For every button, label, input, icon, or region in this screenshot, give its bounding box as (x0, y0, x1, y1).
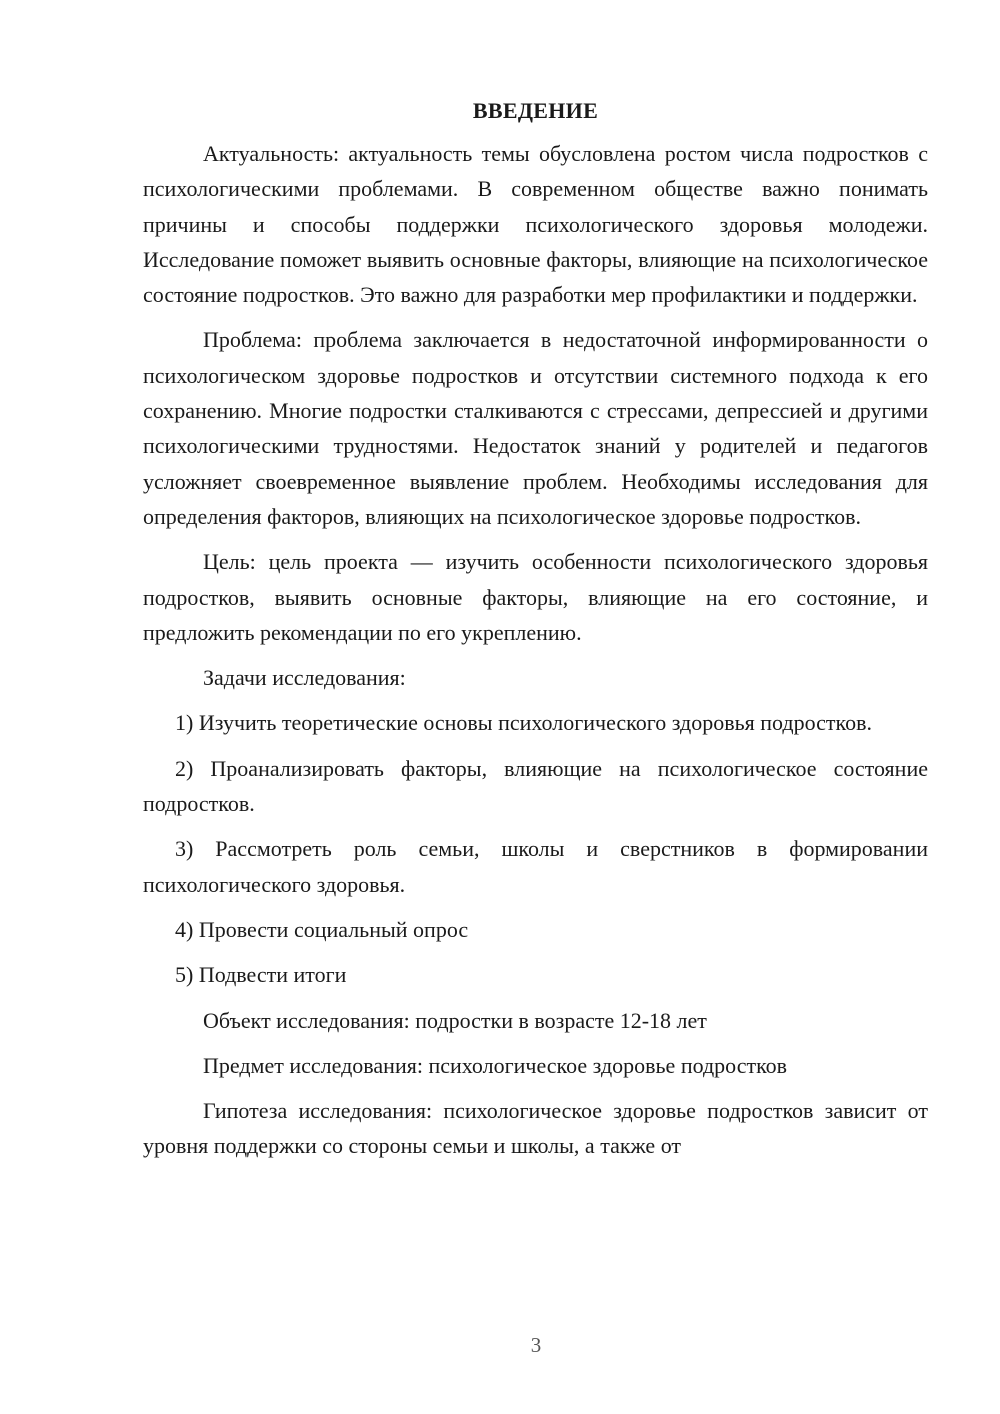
paragraph-object: Объект исследования: подростки в возрасте 12-18 лет (203, 1007, 707, 1033)
document-body (143, 96, 928, 1174)
task-item-4: 4) Провести социальный опрос (175, 916, 469, 942)
page-number: 3 (530, 1333, 542, 1357)
paragraph-hypothesis: Гипотеза исследования: психологическое здоровье подростков зависит от уровня поддержки со стороны семьи и школы, а также от (143, 1098, 928, 1159)
task-item-2: 2) Проанализировать факторы, влияющие на психологическое состояние подростков. (143, 755, 928, 817)
paragraph-relevance: Актуальность: актуальность темы обусловлена ростом числа подростков с психологическими проблемами. В современном обществе важно понимать причины и способы поддержки психологического здоровья молодежи. Исследование поможет выявить основные факторы, влияющие на психологическое состояние подростков. Это важно для разработки мер профилактики и поддержки. (143, 141, 928, 308)
paragraph-goal: Цель: цель проекта — изучить особенности психологического здоровья подростков, выявить основные факторы, влияющие на его состояние, и предложить рекомендации по его укреплению. (143, 549, 928, 645)
paragraph-subject: Предмет исследования: психологическое здоровье подростков (203, 1052, 788, 1078)
task-item-3: 3) Рассмотреть роль семьи, школы и сверстников в формировании психологического здоровья. (143, 836, 928, 897)
task-item-5: 5) Подвести итоги (175, 962, 347, 988)
page-title: ВВЕДЕНИЕ (472, 98, 599, 123)
task-item-1: 1) Изучить теоретические основы психологического здоровья подростков. (175, 710, 872, 736)
paragraph-problem: Проблема: проблема заключается в недостаточной информированности о психологическом здоровье подростков и отсутствии системного подхода к его сохранению. Многие подростки сталкиваются с стрессами, депрессией и другими психологическими трудностями. Недостаток знаний у родителей и педагогов усложняет своевременное выявление проблем. Необходимы исследования для определения факторов, влияющих на психологическое здоровье подростков. (143, 327, 928, 529)
paragraph-tasks-heading: Задачи исследования: (203, 665, 406, 691)
